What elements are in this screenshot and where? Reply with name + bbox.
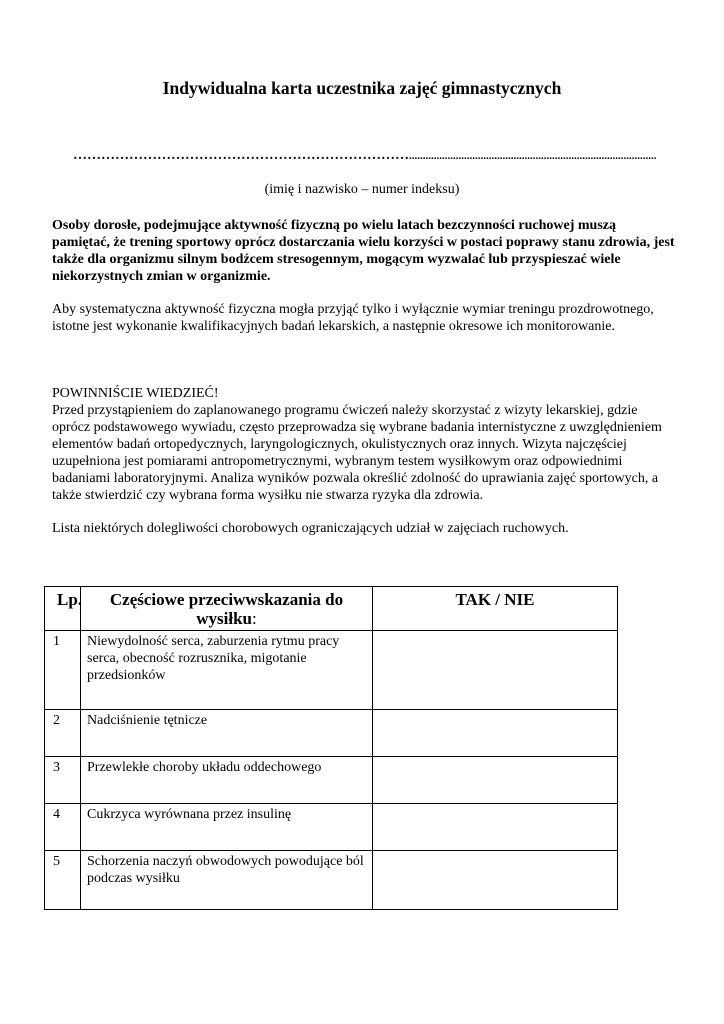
row-condition: Nadciśnienie tętnicze xyxy=(81,710,373,757)
row-condition: Niewydolność serca, zaburzenia rytmu pracy serca, obecność rozrusznika, migotanie przedsionków xyxy=(81,631,373,710)
header-contraindications xyxy=(81,587,373,631)
row-answer-cell[interactable] xyxy=(373,804,618,851)
page-title: Indywidualna karta uczestnika zajęć gimnastycznych xyxy=(162,78,562,98)
row-answer-cell[interactable] xyxy=(373,851,618,910)
notice-section xyxy=(52,385,677,504)
table-row xyxy=(45,804,618,851)
table-row xyxy=(45,710,618,757)
list-intro: Lista niektórych dolegliwości chorobowych ograniczających udział w zajęciach ruchowych. xyxy=(52,521,569,536)
row-condition: Przewlekłe choroby układu oddechowego xyxy=(81,757,373,804)
name-line-dots-2: .......................................................................................... xyxy=(409,150,657,162)
name-input-line[interactable] xyxy=(73,148,663,164)
notice-heading: POWINNIŚCIE WIEDZIEĆ! xyxy=(52,386,219,401)
row-condition: Schorzenia naczyń obwodowych powodujące ból podczas wysiłku xyxy=(81,851,373,910)
table-header-row xyxy=(45,587,618,631)
row-number: 5 xyxy=(45,851,81,910)
notice-text: Przed przystąpieniem do zaplanowanego programu ćwiczeń należy skorzystać z wizyty lekarskiej, gdzie oprócz podstawowego wywiadu, często przeprowadza się wybrane badania internistyczne z uwzględnieniem elementów badań ortopedycznych, laryngologicznych, okulistycznych oraz innych. Wizyta najczęściej uzupełniona jest pomiarami antropometrycznymi, wybranym testem wysiłkowym oraz odpowiednimi badaniami laboratoryjnymi. Analiza wyników pozwala określić zdolność do uprawiania zajęć sportowych, a także stwierdzić czy wybrana forma wysiłku nie stwarza ryzyka dla zdrowia. xyxy=(52,403,662,503)
contraindications-table xyxy=(44,586,618,910)
row-answer-cell[interactable] xyxy=(373,710,618,757)
intro-paragraph: Aby systematyczna aktywność fizyczna mogła przyjąć tylko i wyłącznie wymiar treningu prozdrowotnego, istotne jest wykonanie kwalifikacyjnych badań lekarskich, a następnie okresowe ich monitorowanie. xyxy=(52,302,654,334)
table-row xyxy=(45,757,618,804)
intro-bold-paragraph: Osoby dorosłe, podejmujące aktywność fizyczną po wielu latach bezczynności ruchowej muszą pamiętać, że trening sportowy oprócz dostarczania wielu korzyści w postaci poprawy stanu zdrowia, jest także dla organizmu silnym bodźcem stresogennym, mogącym wyzwalać lub przyspieszać wiele niekorzystnych zmian w organizmie. xyxy=(52,218,675,284)
name-caption: (imię i nazwisko – numer indeksu) xyxy=(264,182,460,197)
row-number: 1 xyxy=(45,631,81,710)
header-colon: : xyxy=(252,609,257,628)
row-number: 3 xyxy=(45,757,81,804)
name-line-dots-1: ……………………………………………………………… xyxy=(73,148,409,163)
table-row xyxy=(45,851,618,910)
header-contraindications-text: Częściowe przeciwwskazania do wysiłku xyxy=(109,590,344,628)
row-number: 4 xyxy=(45,804,81,851)
header-answer: TAK / NIE xyxy=(373,587,618,631)
header-lp: Lp. xyxy=(45,587,81,631)
table-row xyxy=(45,631,618,710)
row-answer-cell[interactable] xyxy=(373,757,618,804)
row-condition: Cukrzyca wyrównana przez insulinę xyxy=(81,804,373,851)
row-answer-cell[interactable] xyxy=(373,631,618,710)
row-number: 2 xyxy=(45,710,81,757)
